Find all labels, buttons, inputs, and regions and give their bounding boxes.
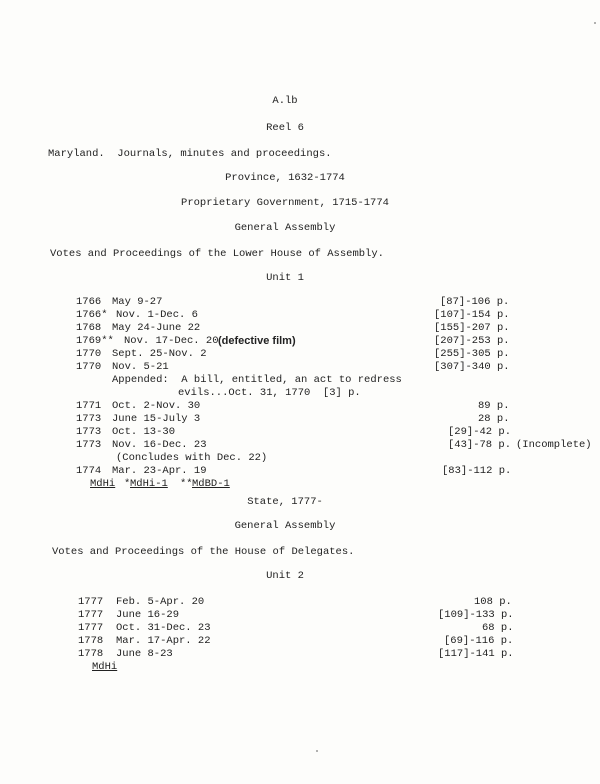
- entry-date: June 15-July 3: [112, 413, 201, 425]
- entry-year: 1769**: [76, 335, 114, 347]
- entry-pages: [207]-253 p.: [434, 335, 510, 347]
- entry-year: 1777: [78, 596, 104, 608]
- entry-pages: [69]-116 p.: [444, 635, 514, 647]
- entry-extra-note: (Incomplete): [516, 439, 592, 451]
- catalog-code: A.lb: [272, 95, 298, 107]
- entry-row: [0, 335, 600, 348]
- source-marker: **: [180, 478, 193, 490]
- entry-date: Nov. 1-Dec. 6: [116, 309, 198, 321]
- entry-pages: [87]-106 p.: [440, 296, 510, 308]
- entry-pages: 68 p.: [482, 622, 514, 634]
- assembly-heading: General Assembly: [234, 222, 336, 234]
- appended-note-line-1: Appended: A bill, entitled, an act to redress: [112, 374, 402, 386]
- entry-date: Mar. 23-Apr. 19: [112, 465, 207, 477]
- entry-row: [0, 609, 600, 622]
- entry-row: [0, 622, 600, 635]
- entry-row: [0, 439, 600, 452]
- reel-number: Reel 6: [266, 122, 304, 134]
- entry-date: Nov. 17-Dec. 20: [124, 335, 219, 347]
- entry-pages: [107]-154 p.: [434, 309, 510, 321]
- entry-date: May 24-June 22: [112, 322, 201, 334]
- entry-row: [0, 596, 600, 609]
- entry-row: [0, 296, 600, 309]
- entry-note: (defective film): [218, 335, 296, 347]
- entry-row: [0, 361, 600, 374]
- source-row: [0, 478, 600, 491]
- entry-row: [0, 400, 600, 413]
- entry-pages: [307]-340 p.: [434, 361, 510, 373]
- entry-row: [0, 635, 600, 648]
- province-heading: Province, 1632-1774: [225, 172, 345, 184]
- entry-row: [0, 426, 600, 439]
- entry-row: [0, 309, 600, 322]
- entry-year: 1773: [76, 413, 102, 425]
- entry-year: 1774: [76, 465, 102, 477]
- unit-2-heading: Unit 2: [266, 570, 304, 582]
- entry-year: 1766: [76, 296, 102, 308]
- government-heading: Proprietary Government, 1715-1774: [181, 197, 389, 209]
- unit-1-heading: Unit 1: [266, 272, 304, 284]
- entry-date: Oct. 2-Nov. 30: [112, 400, 201, 412]
- entry-year: 1770: [76, 348, 102, 360]
- entry-date: Feb. 5-Apr. 20: [116, 596, 205, 608]
- entry-row: [0, 348, 600, 361]
- entry-row: [0, 465, 600, 478]
- entry-pages: [109]-133 p.: [438, 609, 514, 621]
- source-mdhi: MdHi: [92, 661, 118, 673]
- appended-note-line-2: evils...Oct. 31, 1770 [3] p.: [178, 387, 361, 399]
- entry-date: Oct. 13-30: [112, 426, 176, 438]
- source-mdbd-1: MdBD-1: [192, 478, 230, 490]
- entry-pages: 108 p.: [474, 596, 512, 608]
- entry-year: 1773: [76, 439, 102, 451]
- source-mdhi: MdHi: [90, 478, 116, 490]
- source-marker: *: [124, 478, 131, 490]
- entry-pages: [255]-305 p.: [434, 348, 510, 360]
- entry-date: June 16-29: [116, 609, 180, 621]
- entry-date: Nov. 5-21: [112, 361, 169, 373]
- votes-title: Votes and Proceedings of the Lower House of Assembly.: [50, 248, 384, 260]
- entry-date: May 9-27: [112, 296, 163, 308]
- entry-row: [0, 413, 600, 426]
- entry-pages: [155]-207 p.: [434, 322, 510, 334]
- entry-pages: 28 p.: [478, 413, 510, 425]
- entry-year: 1777: [78, 609, 104, 621]
- document-title: Maryland. Journals, minutes and proceedings.: [48, 148, 332, 160]
- entry-year: 1770: [76, 361, 102, 373]
- entry-year: 1768: [76, 322, 102, 334]
- entry-date: June 8-23: [116, 648, 173, 660]
- entry-year: 1778: [78, 648, 104, 660]
- entry-pages: 89 p.: [478, 400, 510, 412]
- entry-year: 1766*: [76, 309, 108, 321]
- entry-year: 1777: [78, 622, 104, 634]
- entry-date: Nov. 16-Dec. 23: [112, 439, 207, 451]
- entry-year: 1778: [78, 635, 104, 647]
- entry-pages: [117]-141 p.: [438, 648, 514, 660]
- entry-row: [0, 322, 600, 335]
- state-votes-title: Votes and Proceedings of the House of Delegates.: [52, 546, 355, 558]
- entry-date: Mar. 17-Apr. 22: [116, 635, 211, 647]
- entry-row: [0, 648, 600, 661]
- entry-pages: [43]-78 p.: [448, 439, 512, 451]
- entry-year: 1773: [76, 426, 102, 438]
- entry-year: 1771: [76, 400, 102, 412]
- state-assembly-heading: General Assembly: [234, 520, 336, 532]
- entry-date: Sept. 25-Nov. 2: [112, 348, 207, 360]
- concludes-note: (Concludes with Dec. 22): [116, 452, 268, 464]
- scan-speck: [594, 22, 596, 24]
- source-mdhi-1: MdHi-1: [130, 478, 168, 490]
- entry-date: Oct. 31-Dec. 23: [116, 622, 211, 634]
- scan-speck: [316, 750, 318, 752]
- state-heading: State, 1777-: [247, 496, 323, 508]
- entry-pages: [29]-42 p.: [448, 426, 512, 438]
- entry-pages: [83]-112 p.: [442, 465, 512, 477]
